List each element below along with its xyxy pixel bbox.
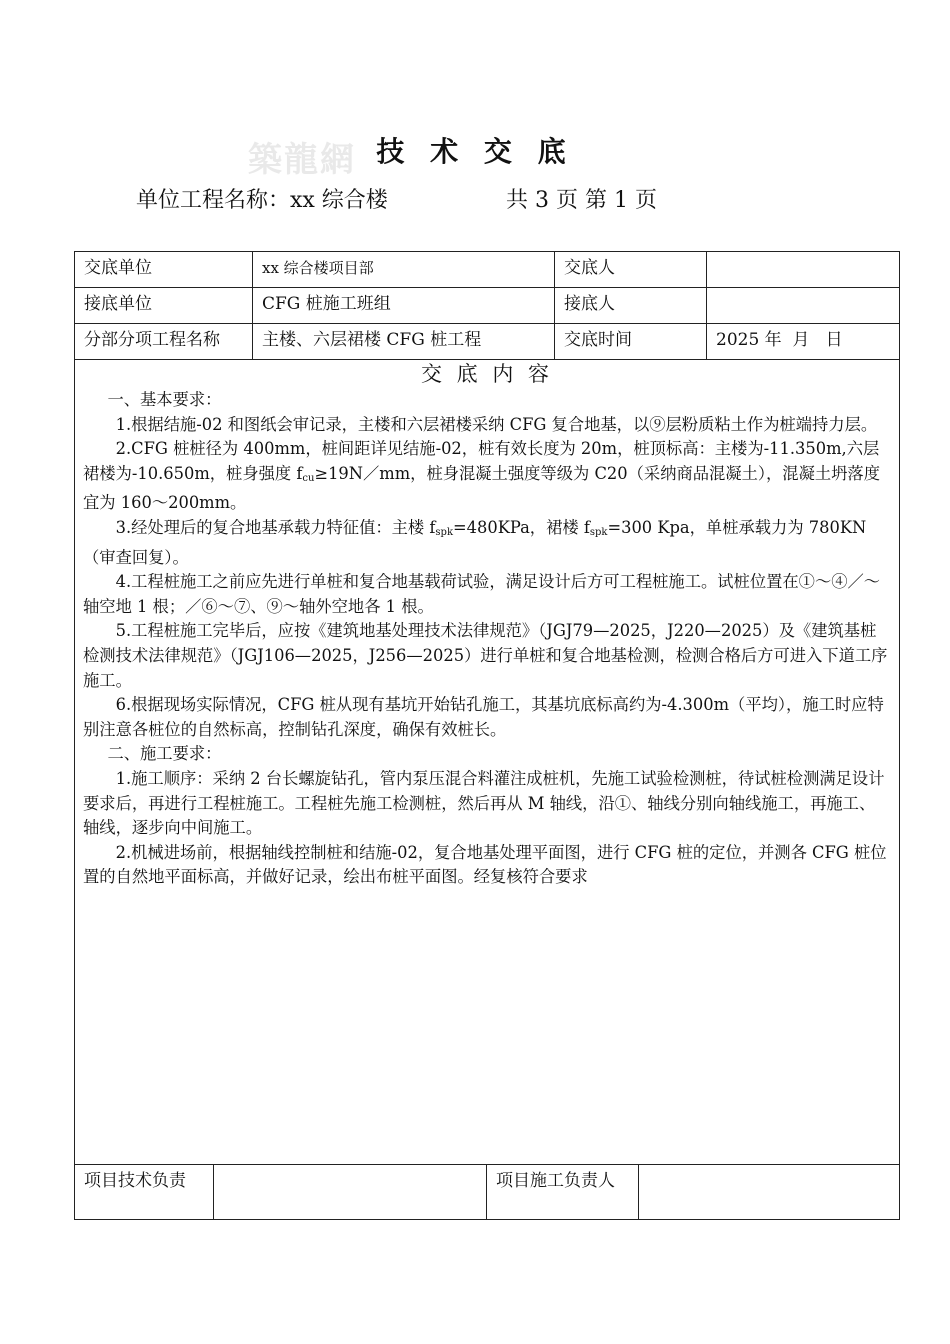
- construction-lead-label: 项目施工负责人: [487, 1165, 639, 1219]
- row-value2: [707, 252, 899, 287]
- table-row: [75, 324, 899, 360]
- paragraph: 6.根据现场实际情况，CFG 桩从现有基坑开始钻孔施工，其基坑底标高约为-4.300m（平均），施工时应特别注意各桩位的自然标高，控制钻孔深度，确保有效桩长。: [83, 695, 884, 739]
- paragraph: 3.经处理后的复合地基承载力特征值：主楼 $f_{spk}=480KPa$，裙楼 $f_{spk}=300$ Kpa，单桩承载力为 780KN（审查回复）。: [83, 517, 867, 567]
- table-row: [75, 252, 899, 288]
- document-title: 技 术 交 底: [376, 135, 574, 168]
- signature-row: [75, 1165, 899, 1219]
- paragraph: 1.根据结施-02 和图纸会审记录，主楼和六层裙楼采纳 CFG 复合地基，以⑨层粉质粘土作为桩端持力层。: [115, 414, 878, 434]
- tech-lead-label: 项目技术负责: [75, 1165, 214, 1219]
- row-label2: 交底时间: [555, 324, 707, 359]
- row-value: 主楼、六层裙楼 CFG 桩工程: [253, 324, 555, 359]
- tech-lead-value: [214, 1165, 487, 1219]
- watermark: 築龍網: [248, 140, 356, 180]
- row-label: 接底单位: [75, 288, 253, 323]
- project-name: 单位工程名称：xx 综合楼: [136, 188, 388, 213]
- paragraph: 5.工程桩施工完毕后，应按《建筑地基处理技术法律规范》（JGJ79—2025，J220—2025）及《建筑基桩检测技术法律规范》（JGJ106—2025，J256—2025）进行单桩和复合地基检测，检测合格后方可进入下道工序施工。: [83, 621, 888, 690]
- paragraph: 4.工程桩施工之前应先进行单桩和复合地基载荷试验，满足设计后方可工程桩施工。试桩位置在①～④／～轴空地 1 根；／⑥～⑦、⑨～轴外空地各 1 根。: [83, 572, 881, 616]
- content-heading: 交 底 内 容: [420, 362, 554, 386]
- disclosure-table: [74, 251, 900, 1220]
- page-info: 共 3 页 第 1 页: [506, 188, 657, 213]
- row-value2: [707, 288, 899, 323]
- row-value: xx 综合楼项目部: [253, 252, 555, 287]
- content-body: [75, 388, 899, 890]
- row-label2: 接底人: [555, 288, 707, 323]
- table-row: [75, 288, 899, 324]
- row-value: CFG 桩施工班组: [253, 288, 555, 323]
- paragraph: 1.施工顺序：采纳 2 台长螺旋钻孔，管内泵压混合料灌注成桩机，先施工试验检测桩，待试桩检测满足设计要求后，再进行工程桩施工。工程桩先施工检测桩，然后再从 M 轴线，沿①、轴线分别向轴线施工，再施工、轴线，逐步向中间施工。: [83, 768, 885, 838]
- disclosure-date: 2025 年 月 日: [716, 330, 843, 350]
- row-label: 分部分项工程名称: [75, 324, 253, 359]
- section-title: 二、施工要求：: [107, 744, 222, 764]
- section-title: 一、基本要求：: [107, 390, 222, 409]
- paragraph: 2.机械进场前，根据轴线控制桩和结施-02，复合地基处理平面图，进行 CFG 桩的定位，并测各 CFG 桩位置的自然地平面标高，并做好记录，绘出布桩平面图。经复核符合要求: [83, 842, 887, 887]
- disclosure-content: [75, 360, 899, 1165]
- construction-lead-value: [639, 1165, 899, 1219]
- paragraph: 2.CFG 桩桩径为 400mm，桩间距详见结施-02，桩有效长度为 20m，桩顶标高：主楼为-11.350m,六层裙楼为-10.650m，桩身强度 $f_{cu}\ge 19N/mm$，桩身混凝土强度等级为 C20（采纳商品混凝土），混凝土坍落度宜为 160～200mm。: [83, 439, 880, 513]
- row-label2: 交底人: [555, 252, 707, 287]
- row-label: 交底单位: [75, 252, 253, 287]
